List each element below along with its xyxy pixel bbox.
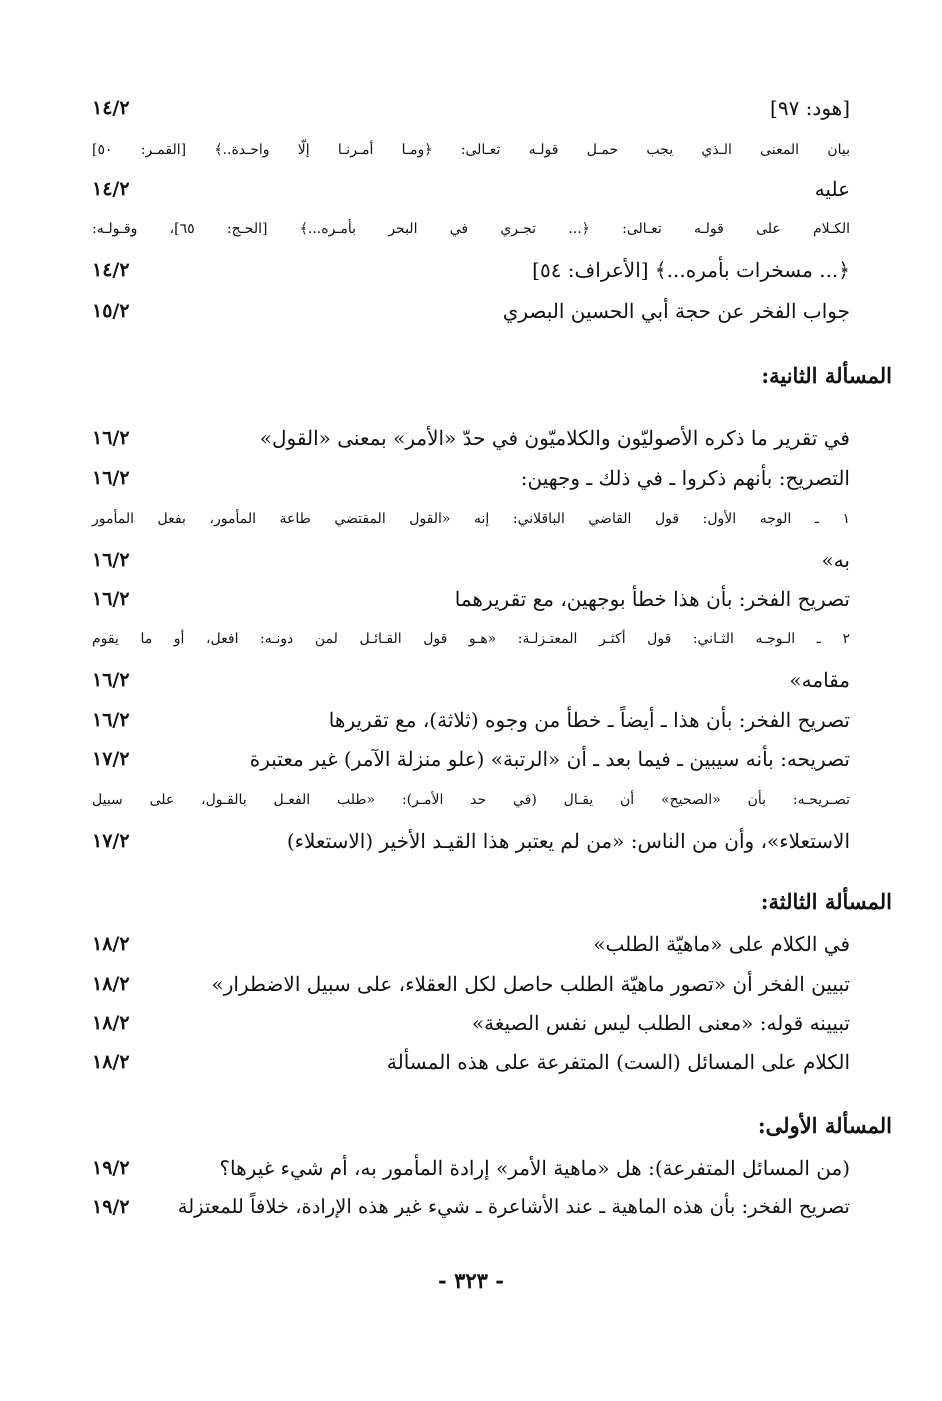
section-heading: المسألة الثالثة: xyxy=(760,889,892,914)
entry-page-ref: ١٩/٢ xyxy=(92,1157,130,1179)
index-entry xyxy=(92,1149,850,1187)
entry-page-ref: ١٨/٢ xyxy=(92,933,130,955)
index-entry xyxy=(92,822,850,860)
entry-text: جواب الفخر عن حجة أبي الحسين البصري xyxy=(502,299,850,323)
index-entry xyxy=(92,419,850,457)
entry-text: في تقرير ما ذكره الأصوليّون والكلاميّون في حدّ «الأمر» بمعنى «القول» xyxy=(259,426,850,450)
entry-page-ref: ١٤/٢ xyxy=(92,97,130,119)
entry-page-ref: ١٤/٢ xyxy=(92,259,130,281)
index-entry xyxy=(92,965,850,1003)
entry-page-ref: ١٩/٢ xyxy=(92,1196,130,1218)
entry-page-ref: ١٦/٢ xyxy=(92,549,130,571)
entry-text: [هود: ٩٧] xyxy=(770,96,850,120)
index-entry xyxy=(92,781,850,819)
entry-text: تصريح الفخر: بأن هذه الماهية ـ عند الأشاعرة ـ شيء غير هذه الإرادة، خلافاً للمعتزلة xyxy=(177,1195,850,1218)
entry-page-ref: ١٦/٢ xyxy=(92,669,130,691)
entry-page-ref: ١٦/٢ xyxy=(92,427,130,449)
entry-text: تبيين الفخر أن «تصور ماهيّة الطلب حاصل لكل العقلاء، على سبيل الاضطرار» xyxy=(211,972,850,996)
entry-page-ref: ١٨/٢ xyxy=(92,1012,130,1034)
entry-page-ref: ١٥/٢ xyxy=(92,300,130,322)
entry-page-ref: ١٨/٢ xyxy=(92,973,130,995)
entry-page-ref: ١٧/٢ xyxy=(92,830,130,852)
entry-text: الكلام على المسائل (الست) المتفرعة على هذه المسألة xyxy=(386,1050,850,1074)
index-entry xyxy=(92,580,850,618)
index-entry xyxy=(92,1004,850,1042)
index-entry xyxy=(92,661,850,699)
index-entry xyxy=(92,251,850,289)
index-entry xyxy=(92,740,850,778)
entry-text: الاستعلاء»، وأن من الناس: «من لم يعتبر هذا القيـد الأخير (الاستعلاء) xyxy=(286,829,850,853)
entry-page-ref: ١٧/٢ xyxy=(92,748,130,770)
entry-text: ١ ـ الوجه الأول: قول القاضي الباقلاني: إنه «القول المقتضي طاعة المأمور، بفعل المأمور xyxy=(92,511,850,527)
entry-text: (من المسائل المتفرعة): هل «ماهية الأمر» إرادة المأمور به، أم شيء غيرها؟ xyxy=(219,1156,850,1180)
entry-text: تصريح الفخر: بأن هذا ـ أيضاً ـ خطأ من وجوه (ثلاثة)، مع تقريرها xyxy=(328,708,850,732)
entry-text: التصريح: بأنهم ذكروا ـ في ذلك ـ وجهين: xyxy=(520,466,850,490)
entry-text: عليه xyxy=(814,177,850,201)
index-entry xyxy=(92,620,850,658)
index-entry xyxy=(92,541,850,579)
entry-text: مقامه» xyxy=(789,668,850,692)
entry-page-ref: ١٦/٢ xyxy=(92,709,130,731)
index-entry xyxy=(92,500,850,538)
entry-text: بيان المعنى الـذي يجب حمـل قولـه تعـالى: ﴿ومـا أمـرنـا إلّا واحـدة..﴾ [القمـر: ٥٠] xyxy=(92,142,850,158)
entry-text: به» xyxy=(821,548,850,572)
entry-page-ref: ١٦/٢ xyxy=(92,588,130,610)
entry-text: تصريحه: بأنه سيبين ـ فيما بعد ـ أن «الرتبة» (علو منزلة الآمر) غير معتبرة xyxy=(249,747,850,771)
entry-page-ref: ١٤/٢ xyxy=(92,178,130,200)
entry-text: تصريح الفخر: بأن هذا خطأ بوجهين، مع تقريرهما xyxy=(454,587,850,611)
index-entry xyxy=(92,292,850,330)
entry-page-ref: ١٦/٢ xyxy=(92,467,130,489)
index-entry xyxy=(92,1043,850,1081)
index-entry xyxy=(92,925,850,963)
section-heading: المسألة الثانية: xyxy=(761,363,892,388)
entry-text: في الكلام على «ماهيّة الطلب» xyxy=(593,932,850,956)
page-number: - ٣٢٣ - xyxy=(438,1268,504,1293)
entry-text: ﴿... مسخرات بأمره...﴾ [الأعراف: ٥٤] xyxy=(532,258,850,282)
index-entry xyxy=(92,210,850,248)
index-entry xyxy=(92,89,850,127)
section-heading: المسألة الأولى: xyxy=(757,1113,892,1138)
index-entry xyxy=(92,131,850,169)
entry-text: تبيينه قوله: «معنى الطلب ليس نفس الصيغة» xyxy=(471,1011,850,1035)
entry-text: الكـلام على قولـه تعـالى: ﴿... تجـري في البحر بأمـره...﴾ [الحـج: ٦٥]، وقـولـه: xyxy=(92,221,851,237)
entry-page-ref: ١٨/٢ xyxy=(92,1051,130,1073)
entry-text: ٢ ـ الـوجـه الثـاني: قول أكثـر المعتـزلـة: «هـو قول القـائـل لمن دونـه: افعل، أو ما يقوم xyxy=(92,631,850,647)
entry-text: تصـريحـه: بأن «الصحيح» أن يقـال (في حد الأمـر): «طلب الفعـل بالقـول، على سبيل xyxy=(92,792,850,808)
index-entry xyxy=(92,170,850,208)
index-entry xyxy=(92,701,850,739)
index-entry xyxy=(92,1188,850,1226)
index-entry xyxy=(92,459,850,497)
